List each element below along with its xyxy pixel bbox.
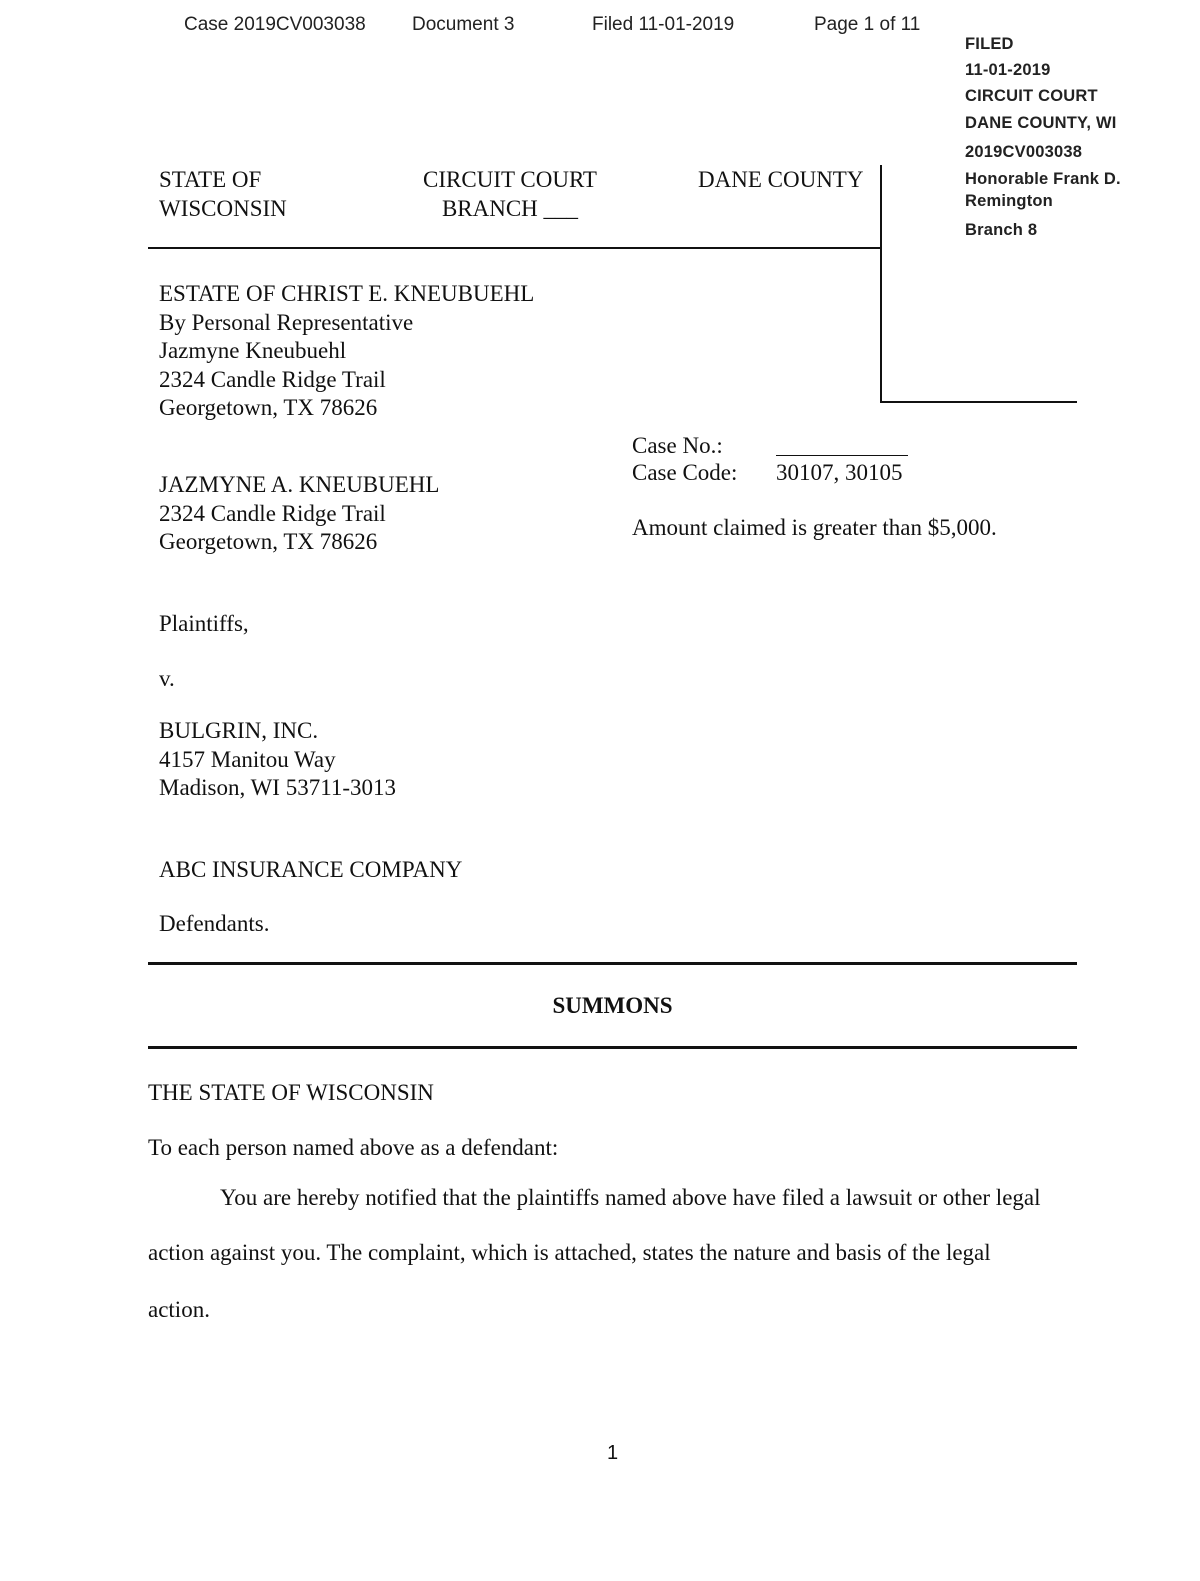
header-case-number: Case 2019CV003038 <box>184 14 366 35</box>
caption-county: DANE COUNTY <box>698 167 864 192</box>
plaintiff-individual-line: JAZMYNE A. KNEUBUEHL <box>159 472 440 497</box>
case-no-blank <box>776 455 908 456</box>
defendants-label: Defendants. <box>159 911 270 936</box>
caption-state-line2: WISCONSIN <box>159 195 287 221</box>
summons-addressee: To each person named above as a defendant: <box>148 1135 559 1160</box>
caption-state <box>159 166 287 223</box>
stamp-date: 11-01-2019 <box>965 61 1051 79</box>
defendant-insurance: ABC INSURANCE COMPANY <box>159 857 463 882</box>
caption-court-line2: BRANCH ___ <box>441 195 579 221</box>
plaintiff-estate-line: ESTATE OF CHRIST E. KNEUBUEHL <box>159 281 535 306</box>
summons-bottom-rule <box>148 1046 1077 1049</box>
case-code-label: Case Code: <box>632 460 738 485</box>
caption-court-line1: CIRCUIT COURT <box>423 167 597 192</box>
summons-top-rule <box>148 962 1077 965</box>
summons-body-line2: action against you. The complaint, which is attached, states the nature and basis of the legal <box>148 1240 991 1265</box>
caption-state-line1: STATE OF <box>159 167 262 192</box>
header-document-number: Document 3 <box>412 14 515 35</box>
plaintiff-individual-line: Georgetown, TX 78626 <box>159 529 378 554</box>
case-code-value: 30107, 30105 <box>776 460 903 485</box>
plaintiff-individual <box>159 471 439 557</box>
caption-side-rule <box>880 401 1077 403</box>
plaintiff-estate-line: By Personal Representative <box>159 309 414 335</box>
plaintiff-estate-line: Georgetown, TX 78626 <box>159 395 378 420</box>
stamp-branch: Branch 8 <box>965 221 1038 239</box>
caption-vertical-rule <box>880 165 882 402</box>
plaintiff-estate-line: Jazmyne Kneubuehl <box>159 338 347 363</box>
case-no-label: Case No.: <box>632 433 723 458</box>
page-number: 1 <box>606 1442 619 1464</box>
caption-top-rule <box>148 247 881 249</box>
defendant-bulgrin-line: Madison, WI 53711-3013 <box>159 775 397 800</box>
plaintiffs-label: Plaintiffs, <box>159 611 249 636</box>
versus: v. <box>159 666 175 691</box>
header-page-count: Page 1 of 11 <box>814 14 921 35</box>
stamp-county: DANE COUNTY, WI <box>965 114 1117 132</box>
defendant-bulgrin-line: 4157 Manitou Way <box>159 746 336 772</box>
stamp-judge-surname: Remington <box>965 192 1053 210</box>
header-filed-date: Filed 11-01-2019 <box>592 14 735 35</box>
plaintiff-estate-line: 2324 Candle Ridge Trail <box>159 366 386 392</box>
stamp-filed: FILED <box>965 35 1014 53</box>
caption-court <box>418 166 602 223</box>
summons-body-line1: You are hereby notified that the plaintiffs named above have filed a lawsuit or other legal <box>220 1185 1041 1210</box>
stamp-court: CIRCUIT COURT <box>965 87 1098 105</box>
defendant-bulgrin-line: BULGRIN, INC. <box>159 718 319 743</box>
plaintiff-estate <box>159 280 534 423</box>
summons-body-line3: action. <box>148 1297 210 1322</box>
summons-state: THE STATE OF WISCONSIN <box>148 1080 434 1105</box>
defendant-bulgrin <box>159 717 396 803</box>
amount-claimed: Amount claimed is greater than $5,000. <box>632 515 997 540</box>
stamp-judge: Honorable Frank D. <box>965 170 1121 188</box>
stamp-case-number: 2019CV003038 <box>965 143 1083 161</box>
plaintiff-individual-line: 2324 Candle Ridge Trail <box>159 500 386 526</box>
summons-title: SUMMONS <box>552 993 673 1018</box>
